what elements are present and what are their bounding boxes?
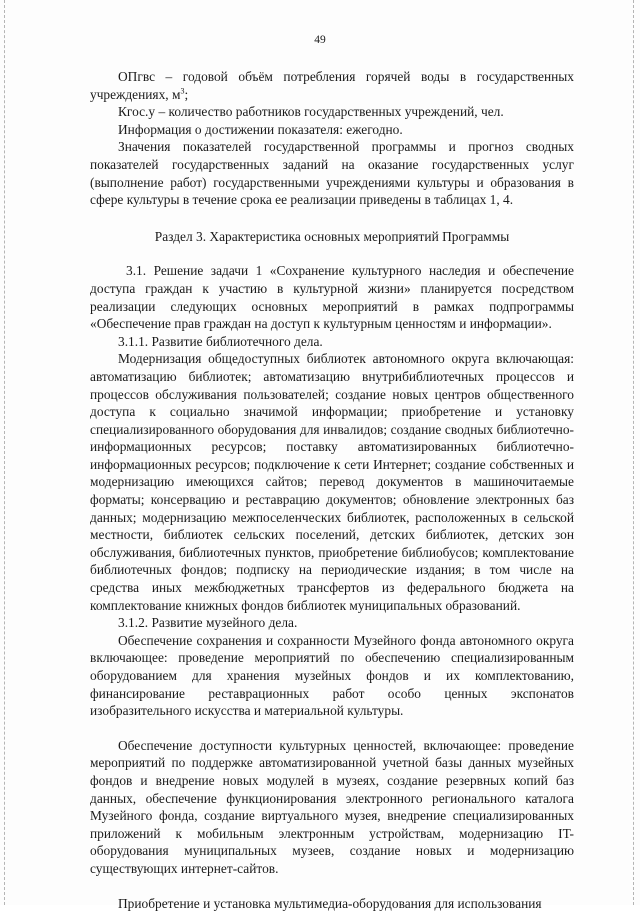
scan-right-edge <box>633 0 637 905</box>
document-body <box>90 68 574 912</box>
paragraph-employees-definition: Кгос.у – количество работников государственных учреждений, чел. <box>118 104 504 120</box>
paragraph-task-1: 3.1. Решение задачи 1 «Сохранение культурного наследия и обеспечение доступа граждан к участию в культурной жизни» планируется посредством реализации следующих основных мероприятий в рамках подпрограммы «Обеспечение прав граждан на доступ к культурным ценностям и информации». <box>90 263 574 332</box>
paragraph-museum-accessibility: Обеспечение доступности культурных ценностей, включающее: проведение мероприятий по поддержке автоматизированной учетной базы данных музейных фондов и внедрение новых модулей в музеях, создание резервных копий баз данных, обеспечение функционирования электронного регионального каталога Музейного фонда, создание виртуального музея, внедрение специализированных приложений к мобильным электронным устройствам, модернизацию IT-оборудования муниципальных музеев, создание новых и модернизацию существующих интернет-сайтов. <box>90 737 574 876</box>
subsection-museum-title: 3.1.2. Развитие музейного дела. <box>118 615 298 631</box>
paragraph-hot-water-definition <box>90 68 574 103</box>
paragraph-multimedia: Приобретение и установка мультимедиа-оборудования для использования <box>118 895 542 911</box>
page-number: 49 <box>314 34 326 46</box>
paragraph-text: ОПгвс – годовой объём потребления горячей воды в государственных учреждениях, м <box>90 69 574 102</box>
superscript: 3 <box>180 86 185 96</box>
subsection-library-title: 3.1.1. Развитие библиотечного дела. <box>118 333 323 349</box>
paragraph-library-modernization: Модернизация общедоступных библиотек автономного округа включающая: автоматизацию библиотек; автоматизацию внутрибиблиотечных процессов и процессов обслуживания пользователей; создание новых центров общественного доступа к социально значимой информации; приобретение и установку специализированного оборудования для инвалидов; создание сводных библиотечно-информационных ресурсов; поставку автоматизированных библиотечно-информационных ресурсов; подключение к сети Интернет; создание собственных и модернизацию имеющихся сайтов; перевод документов в машиночитаемые форматы; консервацию и реставрацию документов; обновление электронных баз данных; модернизацию межпоселенческих библиотек, расположенных в сельской местности, библиотек сельских поселений, детских библиотек, детских зон обслуживания, библиотечных пунктов, приобретение библиобусов; комплектование библиотечных фондов; подписку на периодические издания; в том числе на средства иных межбюджетных трансфертов из федерального бюджета на комплектование книжных фондов библиотек муниципальных образований. <box>90 351 574 613</box>
section-heading: Раздел 3. Характеристика основных мероприятий Программы <box>154 228 510 244</box>
paragraph-indicator-values: Значения показателей государственной программы и прогноз сводных показателей государственных заданий на оказание государственных услуг (выполнение работ) государственными учреждениями культуры и образования в сфере культуры в течение срока ее реализации приведены в таблицах 1, 4. <box>90 139 574 208</box>
paragraph-museum-preservation: Обеспечение сохранения и сохранности Музейного фонда автономного округа включающее: проведение мероприятий по обеспечению специализированным оборудованием для хранения музейных фондов и их комплектованию, финансирование реставрационных работ особо ценных экспонатов изобразительного искусства и материальной культуры. <box>90 632 574 719</box>
paragraph-frequency: Информация о достижении показателя: ежегодно. <box>118 121 403 137</box>
punctuation: ; <box>184 86 189 102</box>
scan-left-edge <box>4 0 8 905</box>
